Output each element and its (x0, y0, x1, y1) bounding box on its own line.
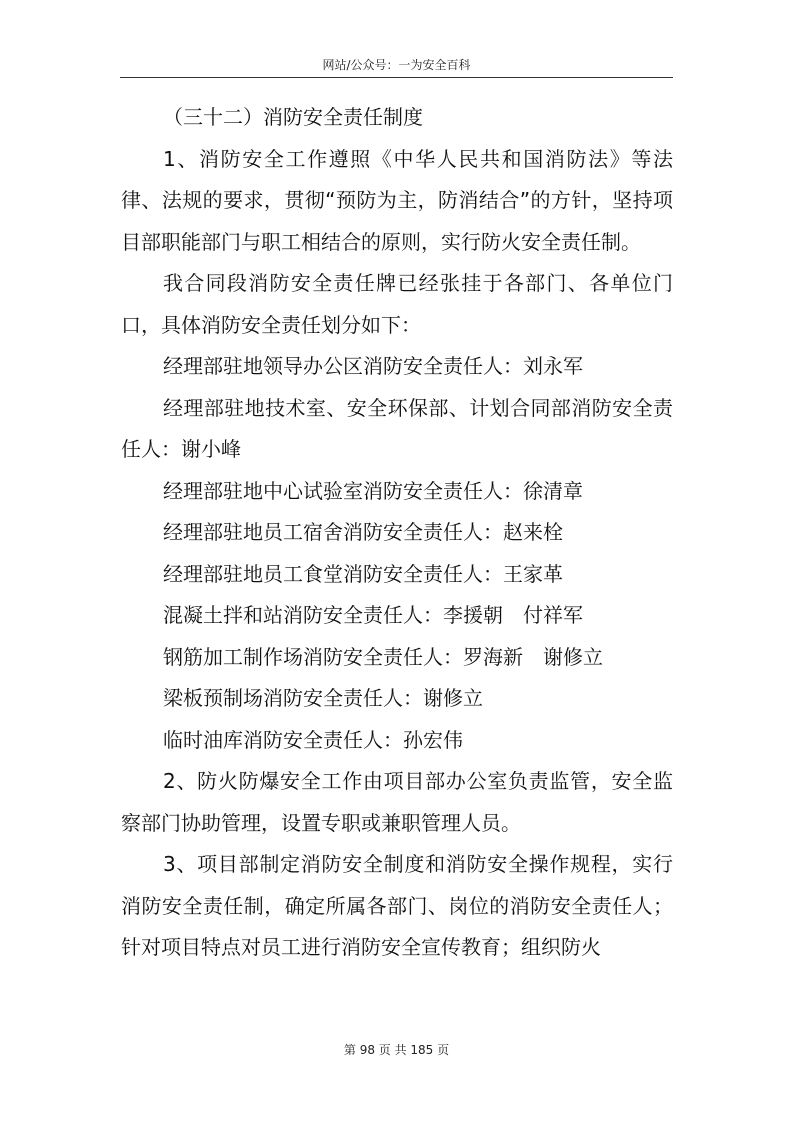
responsibility-item: 混凝土拌和站消防安全责任人：李援朝 付祥军 (163, 603, 583, 627)
responsibility-item: 经理部驻地领导办公区消防安全责任人：刘永军 (163, 354, 583, 378)
paragraph: 3、项目部制定消防安全制度和消防安全操作规程，实行消防安全责任制，确定所属各部门、岗位的消防安全责任人；针对项目特点对员工进行消防安全宣传教育；组织防火 (121, 852, 673, 959)
paragraph: 我合同段消防安全责任牌已经张挂于各部门、各单位门口，具体消防安全责任划分如下： (121, 271, 673, 337)
document-body (121, 97, 673, 969)
paragraph: 2、防火防爆安全工作由项目部办公室负责监管，安全监察部门协助管理，设置专职或兼职管理人员。 (121, 769, 673, 835)
responsibility-item: 经理部驻地员工食堂消防安全责任人：王家革 (163, 561, 563, 586)
responsibility-item: 钢筋加工制作场消防安全责任人：罗海新 谢修立 (163, 644, 603, 669)
section-title: （三十二）消防安全责任制度 (163, 105, 423, 129)
responsibility-item: 经理部驻地技术室、安全环保部、计划合同部消防安全责任人：谢小峰 (121, 395, 673, 461)
page-header: 网站/公众号：一为安全百科 (322, 58, 471, 72)
paragraph: 1、消防安全工作遵照《中华人民共和国消防法》等法律、法规的要求，贯彻“预防为主，防消结合”的方针，坚持项目部职能部门与职工相结合的原则，实行防火安全责任制。 (121, 146, 673, 254)
responsibility-item: 经理部驻地员工宿舍消防安全责任人：赵来栓 (163, 520, 563, 544)
responsibility-item: 梁板预制场消防安全责任人：谢修立 (163, 686, 483, 710)
responsibility-item: 经理部驻地中心试验室消防安全责任人：徐清章 (163, 478, 583, 503)
responsibility-item: 临时油库消防安全责任人：孙宏伟 (163, 727, 463, 752)
page-footer: 第 98 页 共 185 页 (343, 1043, 450, 1057)
header-rule (120, 77, 673, 78)
